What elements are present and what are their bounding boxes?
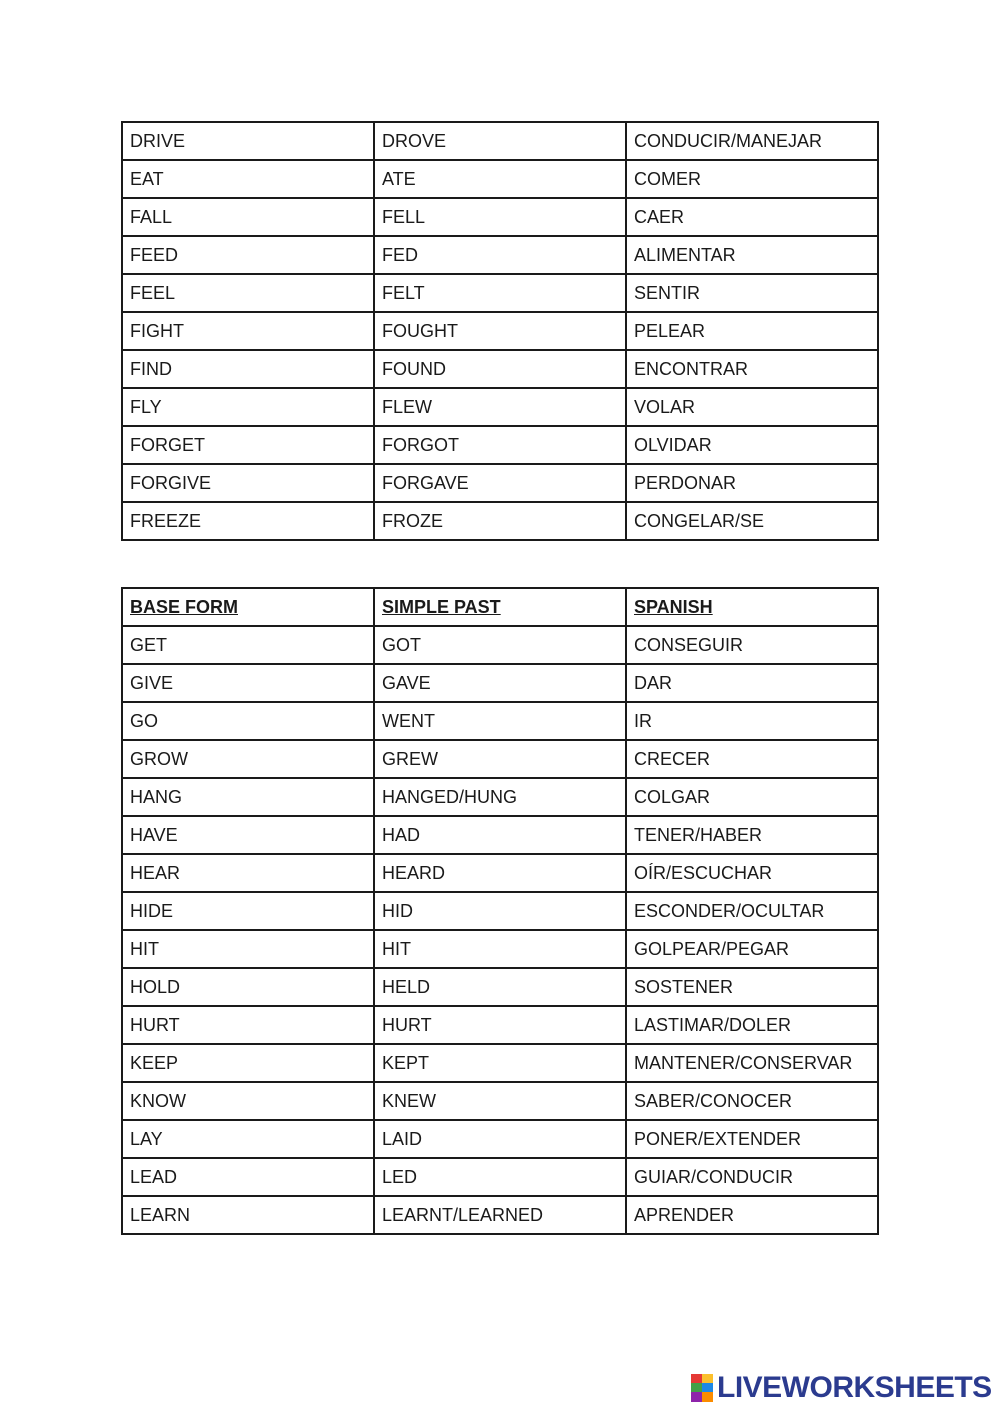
spanish-cell: SENTIR bbox=[626, 274, 878, 312]
base-form-cell: EAT bbox=[122, 160, 374, 198]
simple-past-cell: LAID bbox=[374, 1120, 626, 1158]
spanish-cell: TENER/HABER bbox=[626, 816, 878, 854]
table-row bbox=[122, 236, 878, 274]
table-row bbox=[122, 740, 878, 778]
simple-past-cell: HURT bbox=[374, 1006, 626, 1044]
base-form-cell: HURT bbox=[122, 1006, 374, 1044]
table-row bbox=[122, 892, 878, 930]
table-row bbox=[122, 198, 878, 236]
liveworksheets-logo-icon bbox=[691, 1374, 713, 1402]
table-row bbox=[122, 1082, 878, 1120]
spanish-cell: PELEAR bbox=[626, 312, 878, 350]
table-row bbox=[122, 778, 878, 816]
simple-past-cell: FOUND bbox=[374, 350, 626, 388]
base-form-cell: HEAR bbox=[122, 854, 374, 892]
base-form-cell: FORGIVE bbox=[122, 464, 374, 502]
base-form-cell: GET bbox=[122, 626, 374, 664]
table-row bbox=[122, 160, 878, 198]
verbs-table-1-body bbox=[122, 122, 878, 540]
logo-mark-square bbox=[691, 1383, 702, 1392]
base-form-cell: LEAD bbox=[122, 1158, 374, 1196]
header-spanish: SPANISH bbox=[626, 588, 878, 626]
spanish-cell: CAER bbox=[626, 198, 878, 236]
base-form-cell: HAVE bbox=[122, 816, 374, 854]
simple-past-cell: HAD bbox=[374, 816, 626, 854]
liveworksheets-logo bbox=[691, 1372, 992, 1404]
table-row bbox=[122, 1006, 878, 1044]
verbs-table-2 bbox=[121, 587, 879, 1235]
table-row bbox=[122, 702, 878, 740]
table-row bbox=[122, 854, 878, 892]
spanish-cell: LASTIMAR/DOLER bbox=[626, 1006, 878, 1044]
simple-past-cell: FORGOT bbox=[374, 426, 626, 464]
spanish-cell: SOSTENER bbox=[626, 968, 878, 1006]
base-form-cell: FIND bbox=[122, 350, 374, 388]
spanish-cell: CRECER bbox=[626, 740, 878, 778]
spanish-cell: SABER/CONOCER bbox=[626, 1082, 878, 1120]
simple-past-cell: HELD bbox=[374, 968, 626, 1006]
simple-past-cell: FLEW bbox=[374, 388, 626, 426]
table-row bbox=[122, 1158, 878, 1196]
simple-past-cell: HEARD bbox=[374, 854, 626, 892]
base-form-cell: HOLD bbox=[122, 968, 374, 1006]
spanish-cell: IR bbox=[626, 702, 878, 740]
base-form-cell: DRIVE bbox=[122, 122, 374, 160]
table-row bbox=[122, 388, 878, 426]
spanish-cell: DAR bbox=[626, 664, 878, 702]
header-simple-past: SIMPLE PAST bbox=[374, 588, 626, 626]
spanish-cell: COLGAR bbox=[626, 778, 878, 816]
table-row bbox=[122, 122, 878, 160]
spanish-cell: MANTENER/CONSERVAR bbox=[626, 1044, 878, 1082]
base-form-cell: FORGET bbox=[122, 426, 374, 464]
spanish-cell: ALIMENTAR bbox=[626, 236, 878, 274]
table-row bbox=[122, 312, 878, 350]
simple-past-cell: FED bbox=[374, 236, 626, 274]
simple-past-cell: WENT bbox=[374, 702, 626, 740]
spanish-cell: ESCONDER/OCULTAR bbox=[626, 892, 878, 930]
base-form-cell: FALL bbox=[122, 198, 374, 236]
logo-mark-square bbox=[702, 1392, 713, 1402]
simple-past-cell: HANGED/HUNG bbox=[374, 778, 626, 816]
logo-mark-square bbox=[691, 1374, 702, 1383]
base-form-cell: KEEP bbox=[122, 1044, 374, 1082]
simple-past-cell: FELL bbox=[374, 198, 626, 236]
spanish-cell: PONER/EXTENDER bbox=[626, 1120, 878, 1158]
base-form-cell: HIT bbox=[122, 930, 374, 968]
simple-past-cell: FELT bbox=[374, 274, 626, 312]
logo-mark-square bbox=[691, 1392, 702, 1402]
table-row bbox=[122, 1196, 878, 1234]
base-form-cell: FEED bbox=[122, 236, 374, 274]
simple-past-cell: KEPT bbox=[374, 1044, 626, 1082]
simple-past-cell: GREW bbox=[374, 740, 626, 778]
simple-past-cell: FORGAVE bbox=[374, 464, 626, 502]
logo-mark-square bbox=[702, 1374, 713, 1383]
spanish-cell: CONDUCIR/MANEJAR bbox=[626, 122, 878, 160]
spanish-cell: COMER bbox=[626, 160, 878, 198]
base-form-cell: HIDE bbox=[122, 892, 374, 930]
spanish-cell: CONGELAR/SE bbox=[626, 502, 878, 540]
spanish-cell: APRENDER bbox=[626, 1196, 878, 1234]
simple-past-cell: GAVE bbox=[374, 664, 626, 702]
table-row bbox=[122, 930, 878, 968]
spanish-cell: OLVIDAR bbox=[626, 426, 878, 464]
logo-mark-square bbox=[702, 1383, 713, 1392]
spanish-cell: GOLPEAR/PEGAR bbox=[626, 930, 878, 968]
table-row bbox=[122, 1044, 878, 1082]
base-form-cell: GO bbox=[122, 702, 374, 740]
simple-past-cell: HIT bbox=[374, 930, 626, 968]
simple-past-cell: GOT bbox=[374, 626, 626, 664]
spanish-cell: VOLAR bbox=[626, 388, 878, 426]
simple-past-cell: LED bbox=[374, 1158, 626, 1196]
liveworksheets-logo-text: LIVEWORKSHEETS bbox=[717, 1371, 992, 1404]
verbs-table-2-body bbox=[122, 626, 878, 1234]
base-form-cell: LEARN bbox=[122, 1196, 374, 1234]
simple-past-cell: FOUGHT bbox=[374, 312, 626, 350]
base-form-cell: FLY bbox=[122, 388, 374, 426]
base-form-cell: HANG bbox=[122, 778, 374, 816]
spanish-cell: PERDONAR bbox=[626, 464, 878, 502]
spanish-cell: OÍR/ESCUCHAR bbox=[626, 854, 878, 892]
base-form-cell: LAY bbox=[122, 1120, 374, 1158]
header-row bbox=[122, 588, 878, 626]
simple-past-cell: DROVE bbox=[374, 122, 626, 160]
table-row bbox=[122, 626, 878, 664]
table-row bbox=[122, 664, 878, 702]
simple-past-cell: FROZE bbox=[374, 502, 626, 540]
table-row bbox=[122, 968, 878, 1006]
base-form-cell: FIGHT bbox=[122, 312, 374, 350]
base-form-cell: GIVE bbox=[122, 664, 374, 702]
simple-past-cell: ATE bbox=[374, 160, 626, 198]
table-row bbox=[122, 350, 878, 388]
table-row bbox=[122, 274, 878, 312]
table-row bbox=[122, 464, 878, 502]
table-row bbox=[122, 502, 878, 540]
header-base-form: BASE FORM bbox=[122, 588, 374, 626]
spanish-cell: CONSEGUIR bbox=[626, 626, 878, 664]
simple-past-cell: LEARNT/LEARNED bbox=[374, 1196, 626, 1234]
base-form-cell: FEEL bbox=[122, 274, 374, 312]
table-row bbox=[122, 816, 878, 854]
verbs-table-2-header bbox=[122, 588, 878, 626]
simple-past-cell: HID bbox=[374, 892, 626, 930]
base-form-cell: GROW bbox=[122, 740, 374, 778]
spanish-cell: ENCONTRAR bbox=[626, 350, 878, 388]
base-form-cell: FREEZE bbox=[122, 502, 374, 540]
verbs-table-1 bbox=[121, 121, 879, 541]
table-row bbox=[122, 1120, 878, 1158]
table-row bbox=[122, 426, 878, 464]
base-form-cell: KNOW bbox=[122, 1082, 374, 1120]
spanish-cell: GUIAR/CONDUCIR bbox=[626, 1158, 878, 1196]
simple-past-cell: KNEW bbox=[374, 1082, 626, 1120]
